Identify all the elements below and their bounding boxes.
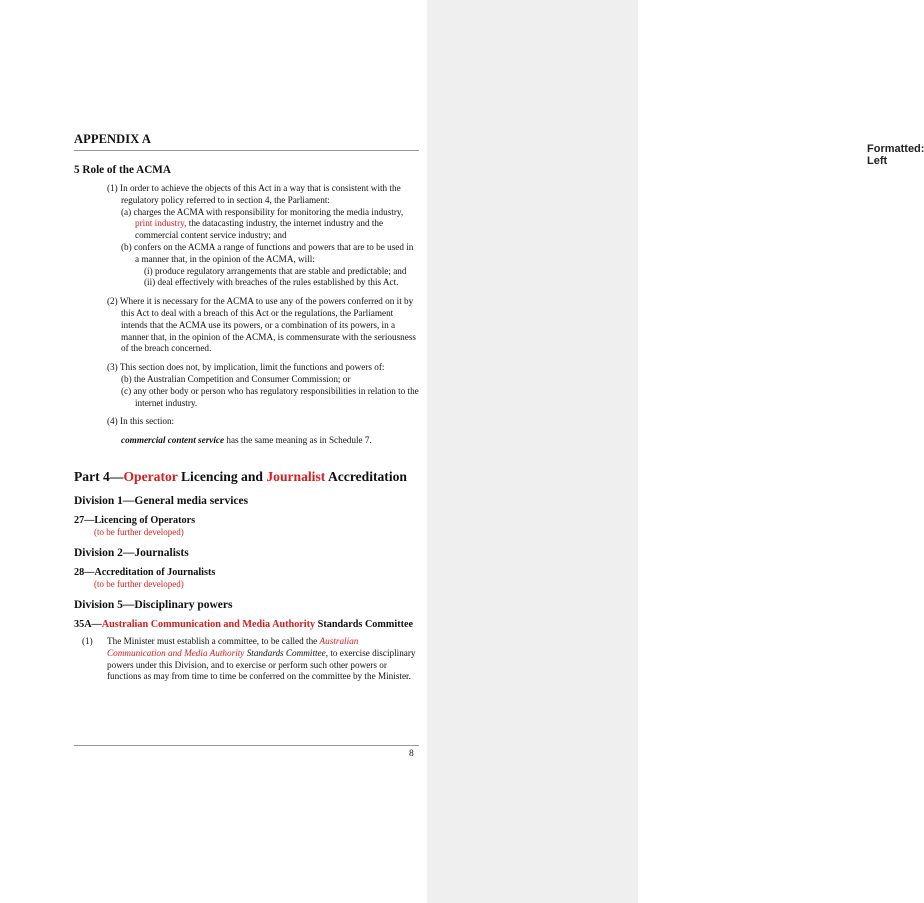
para-3c: (c) any other body or person who has regulatory responsibilities in relation to the internet industry. [121, 385, 419, 408]
division-2-heading: Division 2—Journalists [74, 546, 189, 559]
committee-name-standards: Standards Committee [246, 647, 326, 658]
definition-text: has the same meaning as in Schedule 7. [226, 435, 372, 446]
division-5-heading: Division 5—Disciplinary powers [74, 598, 233, 611]
section-35a-suffix: Standards Committee [317, 618, 414, 630]
footer-divider [74, 745, 419, 746]
definition [121, 435, 419, 447]
para-1a [121, 207, 419, 242]
para-3b: (b) the Australian Competition and Consumer Commission; or [121, 373, 351, 384]
subsection-1: (1) In order to achieve the objects of this Act in a way that is consistent with the regulatory policy referred to in section 4, the Parliament: [107, 183, 401, 205]
part-4-prefix: Part 4— [74, 468, 124, 484]
appendix-title: APPENDIX A [74, 132, 419, 151]
page-content [74, 132, 419, 683]
formatting-comment[interactable]: Formatted: Left [867, 143, 924, 167]
section-5-heading: 5 Role of the ACMA [74, 164, 171, 176]
section-28-heading: 28—Accreditation of Journalists [74, 566, 216, 578]
print-industry-insertion: print industry, [135, 218, 187, 229]
division-1-heading: Division 1—General media services [74, 494, 249, 507]
subsection-3: (3) This section does not, by implication, limit the functions and powers of: [107, 362, 385, 373]
subsection-number: (1) [82, 635, 93, 646]
subsection-text [107, 636, 419, 683]
comment-sidebar [427, 0, 924, 903]
subpara-1b-ii: (ii) deal effectively with breaches of the rules established by this Act. [144, 277, 399, 288]
subsection-35a-1 [74, 636, 419, 683]
defined-term: commercial content service [121, 435, 225, 446]
section-35a-heading [74, 618, 419, 632]
section-28-note: (to be further developed) [94, 578, 184, 589]
section-35a-prefix: 35A— [74, 618, 102, 630]
part-4-mid: Licencing and [180, 468, 263, 484]
section-27-note: (to be further developed) [94, 526, 184, 537]
committee-name-authority: Australian Communication and Media Authority [107, 635, 359, 658]
subsection-text-end: , to exercise disciplinary powers under this Division, and to exercise or perform such other powers or functions as may from time to time be conferred on the committee by the Minister. [107, 647, 416, 682]
part-4-operator: Operator [123, 468, 178, 484]
subsection-2: (2) Where it is necessary for the ACMA to use any of the powers conferred on it by this Act to deal with a breach of this Act or the regulations, the Parliament intends that the ACMA use its powers, or a combination of its powers, in a manner that, in the opinion of the ACMA, is commensurate with the seriousness of the breach concerned. [107, 296, 416, 354]
page-number: 8 [409, 749, 414, 759]
part-4-heading [74, 469, 419, 485]
subpara-1b-i: (i) produce regulatory arrangements that are stable and predictable; and [144, 265, 407, 276]
subsection-text-start: The Minister must establish a committee, to be called the [107, 635, 318, 646]
para-1a-text: (a) charges the ACMA with responsibility for monitoring the media industry, [121, 206, 404, 217]
para-1b: (b) confers on the ACMA a range of functions and powers that are to be used in a manner that, in the opinion of the ACMA, will: [121, 241, 414, 264]
subsection-4: (4) In this section: [107, 416, 175, 427]
part-4-journalist: Journalist [266, 468, 326, 484]
section-35a-authority: Australian Communication and Media Authority [101, 618, 316, 630]
para-1a-text-rest: the datacasting industry, the internet industry and the commercial content service industry; and [135, 218, 384, 241]
section-27-heading: 27—Licencing of Operators [74, 514, 196, 526]
part-4-suffix: Accreditation [327, 468, 407, 484]
